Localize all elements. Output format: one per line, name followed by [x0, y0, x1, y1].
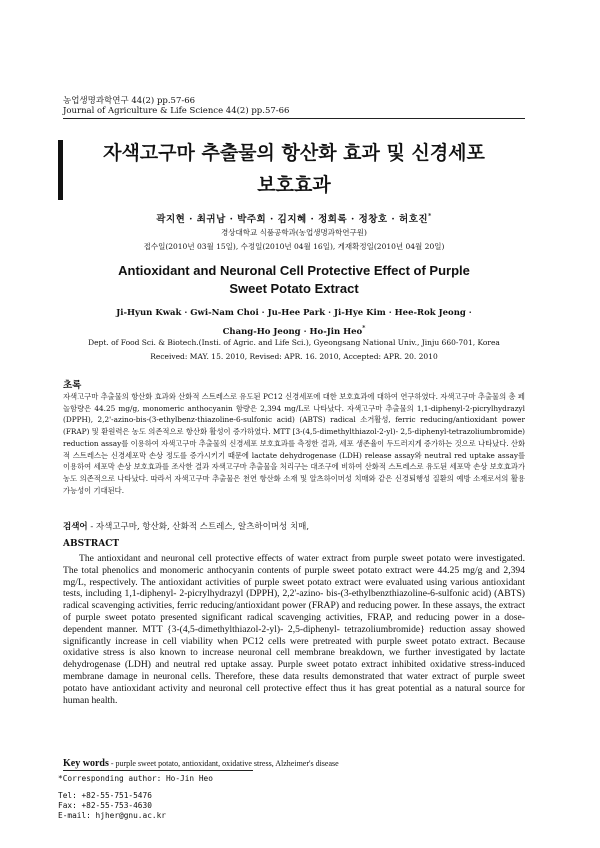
abstract-en-text: The antioxidant and neuronal cell protective effects of water extract from purple sweet potato were investigated. The total phenolics and monomeric anthocyanin contents of purple sweet potato extract were 44.25 mg/g and 2,394 mg/L, respectively. The antioxidant activities of purple sweet potato extract were evaluated using various antioxidant tests, including 1,1-diphenyl- 2-picrylhydrazyl (DPPH), 2,2'-azino- bis-(3-ethylbenzthiazoline-6-sulfonic acid) (ABTS) radical scavenging activities, ferric reducing/antioxidant power (FRAP) and reducing power. In these assays, the extract of purple sweet potato presented significant radical scavenging activities, FRAP, and reducing power in a dose-dependent manner. MTT {3-(4,5-dimethylthiazol-2-yl)- 2,5-diphenyl- tetrazoliumbromide} reduction assay showed significantly increase in cell viability when PC12 cells were pretreated with purple sweet potato extract. Because oxidative stress is also known to increase neuronal cell membrane breakdown, we further investigated by lactate dehydrogenase (LDH) and neutral red uptake assay. Purple sweet potato extract inhibited oxidative stress-induced membrane damage in neuronal cells. Therefore, these data results demonstrated that water extract of purple sweet potato have antioxidant activity and neuronal cell protective effect thus it has great potential as a natural source for human health.	[63, 553, 525, 706]
keywords-en-label: Key words	[63, 758, 109, 769]
authors-en	[63, 306, 525, 340]
authors-en-line1: Ji-Hyun Kwak · Gwi-Nam Choi · Ju-Hee Park · Ji-Hye Kim · Hee-Rok Jeong ·	[116, 308, 472, 318]
authors-ko: 곽지현 · 최귀남 · 박주희 · 김지혜 · 정희록 · 정창호 · 허호진*	[156, 212, 432, 225]
header-rule	[63, 118, 525, 119]
journal-header-ko: 농업생명과학연구 44(2) pp.57-66	[63, 96, 196, 106]
dates-ko: 접수일(2010년 03월 15일), 수정일(2010년 04월 16일), 게재확정일(2010년 04월 20일)	[143, 242, 445, 251]
keywords-ko-label: 검색어	[63, 522, 88, 532]
title-en-line1: Antioxidant and Neuronal Cell Protective Effect of Purple	[118, 263, 470, 278]
corresponding-author: *Corresponding author: Ho-Jin Heo	[58, 774, 213, 783]
abstract-en-heading: ABSTRACT	[63, 539, 120, 549]
title-en	[63, 262, 525, 298]
dates-en: Received: MAY. 15. 2010, Revised: APR. 16. 2010, Accepted: APR. 20. 2010	[150, 352, 438, 361]
title-ko-line1: 자색고구마 추출물의 항산화 효과 및 신경세포	[103, 142, 485, 164]
footnote-tel: Tel: +82-55-751-5476	[58, 791, 152, 800]
affiliation-en: Dept. of Food Sci. & Biotech.(Insti. of Agric. and Life Sci.), Gyeongsang National Univ., Jinju 660-701, Korea	[88, 338, 500, 347]
keywords-ko-text: - 자색고구마, 항산화, 산화적 스트레스, 알츠하이머성 치매,	[90, 522, 310, 532]
keywords-en	[63, 758, 339, 769]
keywords-ko	[63, 520, 309, 532]
abstract-ko-text: 자색고구마 추출물의 항산화 효과와 산화적 스트레스로 유도된 PC12 신경세포에 대한 보호효과에 대하여 연구하였다. 자색고구마 추출물의 총 페놀함량은 44.25 mg/g, monomeric anthocyanin 함량은 2,394 mg/L로 나타났다. 자색고구마 추출물의 1,1-diphenyl-2-picrylhydrazyl (DPPH), 2,2'-azino-bis-(3-ethylbenz-thiazoline-6-sulfonic acid) (ABTS) radical 소거활성, ferric reducing/antioxidant power (FRAP) 및 환원력은 농도 의존적으로 항산화 활성이 증가하였다. MTT [3-(4,5-dimethylthiazol-2-yl)- 2,5-diphenyl-tetrazoliumbromide) reduction assay를 이용하여 자색고구마 추출물의 신경세포 보호효과를 측정한 결과, 세포 생존율이 두드러지게 증가하는 것으로 나타났다. 산화적 스트레스는 신경세포막 손상 정도를 증가시키기 때문에 lactate dehydrogenase (LDH) release assay와 neutral red uptake assay를 이용하여 세포막 손상 보호효과를 조사한 결과 자색고구마 추출물을 처리구는 대조구에 비하여 산화적 스트레스로 유도된 세포막 손상 보호효과가 농도 의존적으로 나타났다. 따라서 자색고구마 추출물은 천연 항산화 소재 및 알츠하이머성 치매와 같은 신경퇴행성 질환의 예방 소재로서의 활용 가능성이 기대된다.	[63, 392, 525, 495]
keywords-en-text: - purple sweet potato, antioxidant, oxidative stress, Alzheimer's disease	[110, 759, 339, 768]
footnote-rule	[63, 770, 253, 771]
title-en-line2: Sweet Potato Extract	[229, 281, 359, 296]
footnote-email: E-mail: hjher@gnu.ac.kr	[58, 811, 166, 820]
title-ko-line2: 보호효과	[257, 174, 331, 196]
journal-header-en: Journal of Agriculture & Life Science 44(2) pp.57-66	[63, 106, 290, 116]
abstract-ko-heading: 초록	[63, 380, 82, 391]
affiliation-ko: 경상대학교 식품공학과(농업생명과학연구원)	[221, 228, 367, 237]
footnote-fax: Fax: +82-55-753-4630	[58, 801, 152, 810]
authors-en-line2: Chang-Ho Jeong · Ho-Jin Heo*	[222, 325, 366, 337]
